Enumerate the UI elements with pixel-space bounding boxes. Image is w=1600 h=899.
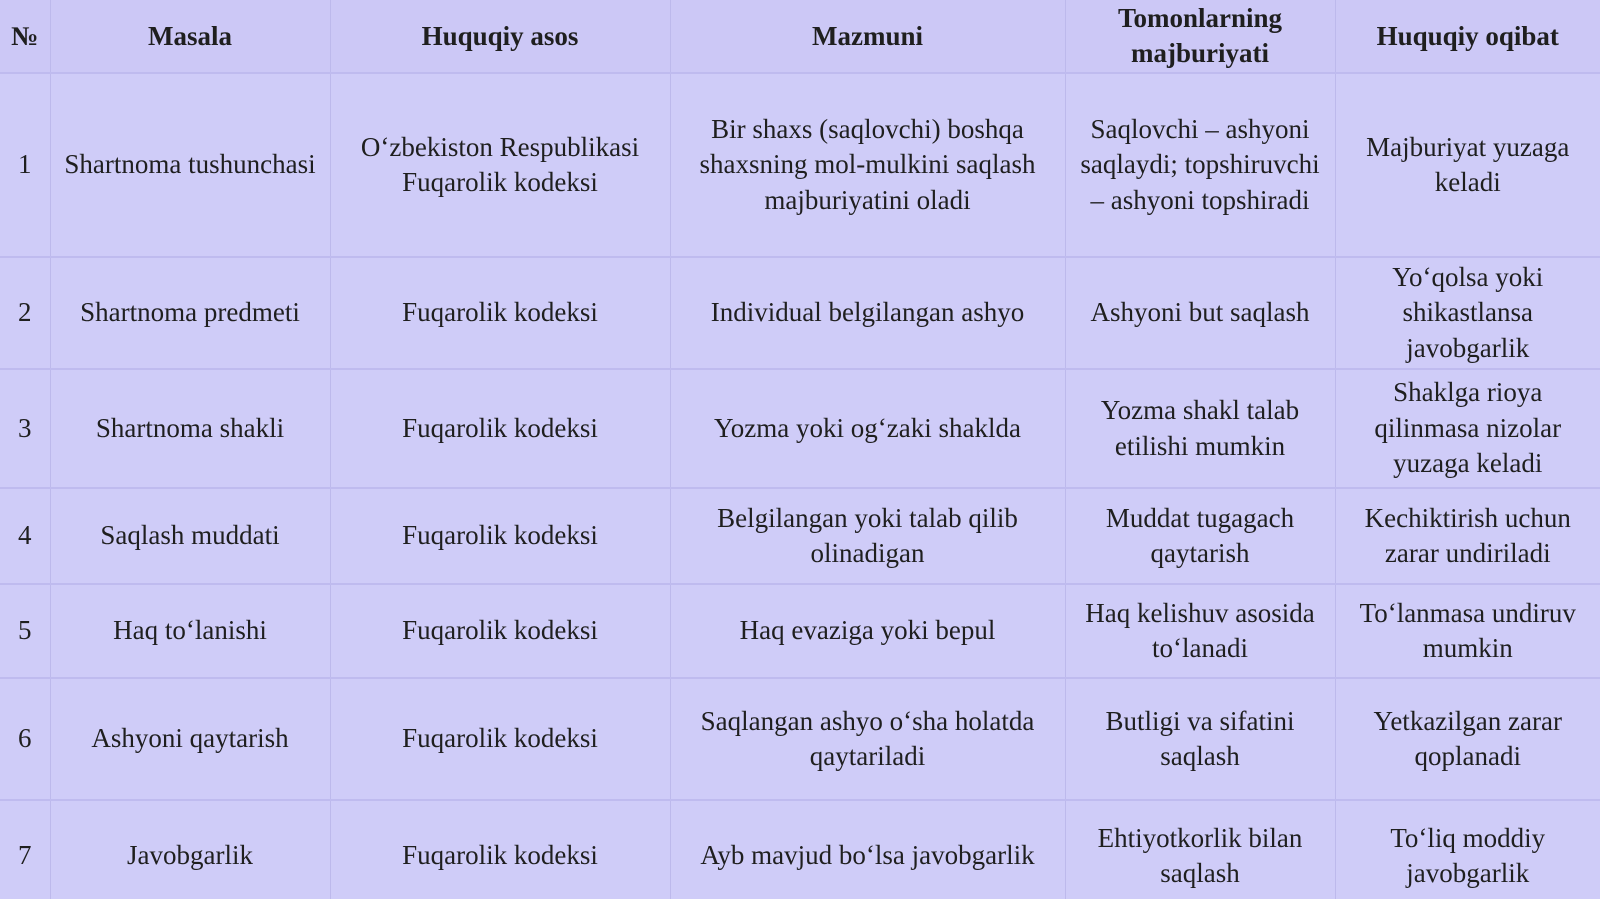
table-row — [0, 488, 1600, 584]
table-row — [0, 257, 1600, 369]
issue-cell: Javobgarlik — [50, 800, 330, 899]
legal-basis-cell: O‘zbekiston Respublikasi Fuqarolik kodeksi — [330, 73, 670, 257]
content-cell: Haq evaziga yoki bepul — [670, 584, 1065, 678]
row-number-cell: 2 — [0, 257, 50, 369]
legal-consequence-cell: Yetkazilgan zarar qoplanadi — [1335, 678, 1600, 800]
row-number-cell: 6 — [0, 678, 50, 800]
row-number-cell: 1 — [0, 73, 50, 257]
table-row — [0, 584, 1600, 678]
issue-cell: Haq to‘lanishi — [50, 584, 330, 678]
legal-consequence-cell: Kechiktirish uchun zarar undiriladi — [1335, 488, 1600, 584]
table-row — [0, 369, 1600, 488]
legal-basis-cell: Fuqarolik kodeksi — [330, 257, 670, 369]
issue-cell: Saqlash muddati — [50, 488, 330, 584]
obligations-cell: Saqlovchi – ashyoni saqlaydi; topshiruvchi – ashyoni topshiradi — [1065, 73, 1335, 257]
obligations-cell: Muddat tugagach qaytarish — [1065, 488, 1335, 584]
legal-consequence-cell: To‘lanmasa undiruv mumkin — [1335, 584, 1600, 678]
obligations-cell: Yozma shakl talab etilishi mumkin — [1065, 369, 1335, 488]
legal-basis-cell: Fuqarolik kodeksi — [330, 584, 670, 678]
legal-consequence-cell: Shaklga rioya qilinmasa nizolar yuzaga keladi — [1335, 369, 1600, 488]
obligations-cell: Ashyoni but saqlash — [1065, 257, 1335, 369]
content-cell: Individual belgilangan ashyo — [670, 257, 1065, 369]
table-header-row — [0, 0, 1600, 73]
header-legal-consequence: Huquqiy oqibat — [1335, 0, 1600, 73]
obligations-cell: Butligi va sifatini saqlash — [1065, 678, 1335, 800]
legal-consequence-cell: Majburiyat yuzaga keladi — [1335, 73, 1600, 257]
row-number-cell: 3 — [0, 369, 50, 488]
table-row — [0, 678, 1600, 800]
content-cell: Belgilangan yoki talab qilib olinadigan — [670, 488, 1065, 584]
legal-basis-cell: Fuqarolik kodeksi — [330, 800, 670, 899]
row-number-cell: 5 — [0, 584, 50, 678]
header-content: Mazmuni — [670, 0, 1065, 73]
content-cell: Ayb mavjud bo‘lsa javobgarlik — [670, 800, 1065, 899]
issue-cell: Shartnoma shakli — [50, 369, 330, 488]
legal-consequence-cell: Yo‘qolsa yoki shikastlansa javobgarlik — [1335, 257, 1600, 369]
row-number-cell: 7 — [18, 840, 32, 871]
content-cell: Bir shaxs (saqlovchi) boshqa shaxsning mol-mulkini saqlash majburiyatini oladi — [670, 73, 1065, 257]
legal-basis-cell: Fuqarolik kodeksi — [330, 369, 670, 488]
legal-basis-cell: Fuqarolik kodeksi — [330, 678, 670, 800]
content-cell: Saqlangan ashyo o‘sha holatda qaytariladi — [670, 678, 1065, 800]
header-number: № — [0, 0, 50, 73]
legal-consequence-cell: To‘liq moddiy javobgarlik — [1335, 800, 1600, 899]
issue-cell: Ashyoni qaytarish — [50, 678, 330, 800]
issue-cell: Shartnoma tushunchasi — [50, 73, 330, 257]
issue-cell: Shartnoma predmeti — [50, 257, 330, 369]
row-number-cell: 4 — [0, 488, 50, 584]
header-obligations: Tomonlarning majburiyati — [1065, 0, 1335, 73]
table-row — [0, 73, 1600, 257]
header-issue: Masala — [50, 0, 330, 73]
obligations-cell: Haq kelishuv asosida to‘lanadi — [1065, 584, 1335, 678]
table-row — [0, 800, 1600, 899]
content-cell: Yozma yoki og‘zaki shaklda — [670, 369, 1065, 488]
legal-basis-cell: Fuqarolik kodeksi — [330, 488, 670, 584]
obligations-cell: Ehtiyotkorlik bilan saqlash — [1065, 800, 1335, 899]
header-legal-basis: Huquqiy asos — [330, 0, 670, 73]
